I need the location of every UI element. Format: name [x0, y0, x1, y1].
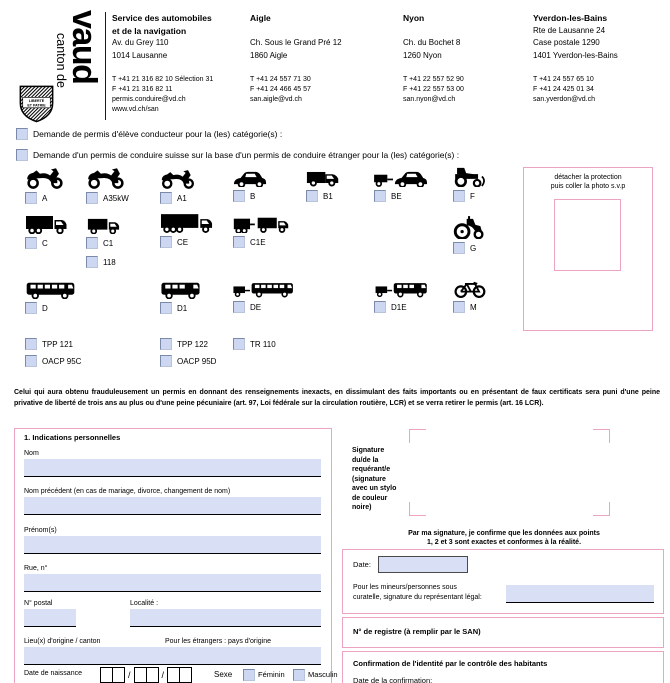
- office-lausanne: [112, 12, 247, 115]
- office-phone: T +41 24 557 71 30: [250, 76, 311, 83]
- car-icon: [233, 170, 267, 187]
- minors-label-line2: curatelle, signature du représentant légal:: [353, 594, 482, 601]
- learner-permit-label: Demande de permis d'élève conducteur pour la (les) catégorie(s) :: [33, 129, 283, 139]
- personal-section-title: 1. Indications personnelles: [24, 433, 121, 442]
- last-name-label: Nom: [24, 450, 39, 457]
- category-b-checkbox[interactable]: [233, 190, 245, 202]
- office-address: 1401 Yverdon-les-Bains: [533, 50, 618, 60]
- date-separator: /: [128, 670, 131, 680]
- office-title: Nyon: [403, 13, 425, 23]
- office-fax: F +41 24 466 45 57: [250, 86, 311, 93]
- logo-vaud-text: vaud: [65, 10, 103, 84]
- oacp95c-checkbox[interactable]: [25, 355, 37, 367]
- corner-mark-icon: [409, 502, 426, 516]
- category-f-label: F: [470, 191, 475, 201]
- header-divider: [105, 12, 106, 120]
- category-d1: [160, 279, 201, 314]
- category-b1-checkbox[interactable]: [306, 190, 318, 202]
- category-d1-label: D1: [177, 303, 188, 313]
- signature-area[interactable]: [409, 429, 610, 516]
- office-blank: [403, 25, 528, 38]
- category-ce: [160, 212, 215, 248]
- birth-date-label: Date de naissance: [24, 670, 82, 677]
- category-d: [25, 279, 76, 314]
- office-title: Yverdon-les-Bains: [533, 13, 608, 23]
- date-box: [342, 549, 664, 614]
- category-b1: [306, 168, 341, 202]
- legal-representative-signature-field[interactable]: [506, 585, 654, 603]
- truck-with-trailer-icon: [233, 212, 290, 233]
- office-phone: T +41 24 557 65 10: [533, 76, 594, 83]
- request-learner-permit-row: [16, 128, 282, 140]
- tpp122-label: TPP 122: [177, 339, 208, 349]
- tr110-checkbox[interactable]: [233, 338, 245, 350]
- corner-mark-icon: [409, 429, 426, 443]
- foreign-exchange-label: Demande d'un permis de conduire suisse sur la base d'un permis de conduire étranger pour la (les) catégorie(s) :: [33, 150, 460, 160]
- tpp122-checkbox[interactable]: [160, 338, 172, 350]
- register-number-box: [342, 617, 664, 648]
- photo-area: [523, 167, 653, 331]
- foreigners-origin-label: Pour les étrangers : pays d'origine: [165, 638, 272, 645]
- office-email: san.aigle@vd.ch: [250, 96, 302, 103]
- category-c1: [86, 215, 121, 268]
- female-label: Féminin: [258, 670, 285, 679]
- previous-name-label: Nom précédent (en cas de mariage, divorce, changement de nom): [24, 488, 231, 495]
- category-m-label: M: [470, 302, 477, 312]
- category-d-label: D: [42, 303, 48, 313]
- office-fax: F +41 22 557 53 00: [403, 86, 464, 93]
- category-ce-checkbox[interactable]: [160, 236, 172, 248]
- motto-line2: ET PATRIE: [27, 103, 46, 108]
- permit-tr110: [233, 338, 276, 350]
- oacp95d-checkbox[interactable]: [160, 355, 172, 367]
- signature-label-line: avec un stylo: [352, 485, 397, 492]
- signature-label: [352, 446, 408, 513]
- category-m-checkbox[interactable]: [453, 301, 465, 313]
- signature-confirmation-text: [345, 529, 663, 547]
- learner-permit-checkbox[interactable]: [16, 128, 28, 140]
- confirmation-date-label: Date de la confirmation:: [353, 676, 433, 683]
- minors-label-line1: Pour les mineurs/personnes sous: [353, 584, 457, 591]
- motorcycle-icon: [25, 167, 65, 189]
- signature-label-line: du/de la: [352, 456, 379, 464]
- category-de-checkbox[interactable]: [233, 301, 245, 313]
- female-checkbox[interactable]: [243, 669, 255, 681]
- signature-label-line: de couleur: [352, 494, 388, 502]
- corner-mark-icon: [593, 502, 610, 516]
- category-118-checkbox[interactable]: [86, 256, 98, 268]
- office-blank: [250, 25, 400, 38]
- city-label: Localité :: [130, 600, 159, 607]
- category-a35kw-checkbox[interactable]: [86, 192, 98, 204]
- date-field[interactable]: [378, 556, 468, 573]
- category-a-label: A: [42, 193, 48, 203]
- permit-tpp122: [160, 338, 208, 350]
- birth-day-cells[interactable]: [100, 667, 125, 683]
- category-a-checkbox[interactable]: [25, 192, 37, 204]
- birth-year-cells[interactable]: [167, 667, 192, 683]
- birth-date-input: [100, 667, 192, 683]
- tr110-label: TR 110: [250, 339, 276, 349]
- bus-with-trailer-icon: [233, 279, 295, 298]
- office-fax: F +41 21 316 82 11: [112, 86, 173, 93]
- office-title: Service des automobiles: [112, 13, 212, 23]
- office-phone: T +41 22 557 52 90: [403, 76, 464, 83]
- office-email: san.nyon@vd.ch: [403, 96, 456, 103]
- category-d1e-label: D1E: [391, 302, 407, 312]
- postal-code-field[interactable]: [24, 609, 76, 627]
- bus-icon: [25, 279, 76, 299]
- office-address: 1014 Lausanne: [112, 50, 168, 60]
- signature-label-line: requérant/e: [352, 466, 391, 473]
- male-label: Masculin: [308, 670, 338, 679]
- office-email: permis.conduire@vd.ch: [112, 96, 186, 103]
- signature-label-line: Signature: [352, 447, 385, 454]
- category-c1e-label: C1E: [250, 237, 266, 247]
- category-m: [453, 278, 486, 313]
- work-vehicle-icon: [453, 166, 485, 187]
- postal-code-label: N° postal: [24, 600, 53, 607]
- register-number-label: N° de registre (à remplir par le SAN): [353, 627, 481, 636]
- identity-confirmation-box: [342, 651, 664, 683]
- category-de-label: DE: [250, 302, 262, 312]
- category-c1-checkbox[interactable]: [86, 237, 98, 249]
- bus-small-icon: [160, 279, 201, 299]
- first-name-label: Prénom(s): [24, 527, 57, 534]
- photo-placeholder: [554, 199, 621, 271]
- legal-warning-text: Celui qui aura obtenu frauduleusement un permis en donnant des renseignements inexacts, en dissimulant des faits importants ou en présentant de faux certificats sera puni d'une peine privative de liberté de trois ans au plus ou d'une peine pécuniaire (art. 97, Loi fédérale sur la circulation routière, LCR) et se verra retirer le permis (art. 16 LCR).: [14, 389, 660, 407]
- street-label: Rue, n°: [24, 565, 48, 572]
- place-of-origin-label: Lieu(x) d'origine / canton: [24, 638, 101, 645]
- previous-name-field[interactable]: [24, 497, 321, 515]
- oacp95c-label: OACP 95C: [42, 356, 82, 366]
- category-a35kw-label: A35kW: [103, 193, 129, 203]
- street-field[interactable]: [24, 574, 321, 592]
- photo-instruction-line2: puis coller la photo s.v.p: [550, 183, 626, 190]
- oacp95d-label: OACP 95D: [177, 356, 217, 366]
- office-address: 1860 Aigle: [250, 50, 288, 60]
- office-title: Aigle: [250, 13, 271, 23]
- office-aigle: [250, 12, 400, 105]
- category-b: [233, 170, 267, 202]
- category-a1-checkbox[interactable]: [160, 192, 172, 204]
- office-yverdon: [533, 12, 668, 105]
- logo-canton-de-text: canton de: [54, 33, 68, 88]
- category-be-checkbox[interactable]: [374, 190, 386, 202]
- van-icon: [306, 168, 341, 187]
- motto-line1: LIBERTÉ: [28, 99, 45, 104]
- bus-small-with-trailer-icon: [374, 279, 430, 298]
- category-a35kw: [86, 167, 129, 204]
- truck-long-icon: [160, 212, 215, 233]
- truck-icon: [25, 213, 68, 234]
- request-foreign-exchange-row: [16, 149, 459, 161]
- category-a1-label: A1: [177, 193, 187, 203]
- tractor-icon: [453, 216, 484, 239]
- category-f-checkbox[interactable]: [453, 190, 465, 202]
- office-address: Av. du Grey 110: [112, 38, 169, 47]
- birth-month-cells[interactable]: [134, 667, 159, 683]
- date-label: Date:: [353, 560, 371, 569]
- category-c1e: [233, 212, 290, 248]
- category-b-label: B: [250, 191, 256, 201]
- male-checkbox[interactable]: [293, 669, 305, 681]
- category-c-label: C: [42, 238, 48, 248]
- date-separator: /: [161, 670, 165, 680]
- category-g-label: G: [470, 243, 477, 253]
- tpp121-checkbox[interactable]: [25, 338, 37, 350]
- origin-field[interactable]: [24, 647, 321, 665]
- identity-confirmation-title: Confirmation de l'identité par le contrôle des habitants: [353, 659, 548, 668]
- photo-instruction-line1: détacher la protection: [554, 174, 622, 181]
- permit-oacp95d: [160, 355, 216, 367]
- category-d1e: [374, 279, 430, 313]
- category-a: [25, 167, 65, 204]
- category-118-label: 118: [103, 257, 116, 267]
- last-name-field[interactable]: [24, 459, 321, 477]
- vaud-coat-of-arms-icon: [18, 85, 55, 123]
- confirmation-line1: Par ma signature, je confirme que les données aux points: [408, 530, 600, 537]
- sex-label: Sexe: [214, 670, 233, 679]
- category-c: [25, 213, 68, 249]
- permit-oacp95c: [25, 355, 81, 367]
- moped-icon: [453, 278, 486, 298]
- permit-tpp121: [25, 338, 73, 350]
- confirmation-line2: 1, 2 et 3 sont exactes et conformes à la réalité.: [426, 539, 582, 546]
- category-be-label: BE: [391, 191, 402, 201]
- office-address: Ch. du Bochet 8: [403, 38, 461, 47]
- office-phone: T +41 21 316 82 10 Sélection 31: [112, 76, 214, 83]
- signature-label-line: (signature: [352, 475, 386, 483]
- office-fax: F +41 24 425 01 34: [533, 86, 594, 93]
- corner-mark-icon: [593, 429, 610, 443]
- tpp121-label: TPP 121: [42, 339, 73, 349]
- motorcycle-icon: [86, 167, 129, 189]
- office-website: www.vd.ch/san: [112, 106, 159, 113]
- category-d1-checkbox[interactable]: [160, 302, 172, 314]
- category-d-checkbox[interactable]: [25, 302, 37, 314]
- office-nyon: [403, 12, 528, 105]
- category-ce-label: CE: [177, 237, 189, 247]
- category-be: [374, 170, 429, 202]
- category-b1-label: B1: [323, 191, 333, 201]
- category-d1e-checkbox[interactable]: [374, 301, 386, 313]
- office-address: Case postale 1290: [533, 38, 600, 47]
- category-c-checkbox[interactable]: [25, 237, 37, 249]
- category-g-checkbox[interactable]: [453, 242, 465, 254]
- category-a1: [160, 169, 196, 204]
- category-c1e-checkbox[interactable]: [233, 236, 245, 248]
- foreign-exchange-checkbox[interactable]: [16, 149, 28, 161]
- motorcycle-small-icon: [160, 169, 196, 189]
- category-de: [233, 279, 295, 313]
- car-with-trailer-icon: [374, 170, 429, 187]
- office-address: 1260 Nyon: [403, 50, 442, 60]
- office-email: san.yverdon@vd.ch: [533, 96, 595, 103]
- office-title-line2: et de la navigation: [112, 25, 187, 36]
- first-name-field[interactable]: [24, 536, 321, 554]
- signature-label-line: noire): [352, 504, 372, 511]
- category-c1-label: C1: [103, 238, 114, 248]
- category-g: [453, 216, 484, 254]
- category-f: [453, 166, 485, 202]
- truck-small-icon: [86, 215, 121, 234]
- city-field[interactable]: [130, 609, 321, 627]
- office-address: Ch. Sous le Grand Pré 12: [250, 38, 342, 47]
- personal-info-box: [14, 428, 338, 683]
- office-address: Rte de Lausanne 24: [533, 25, 606, 35]
